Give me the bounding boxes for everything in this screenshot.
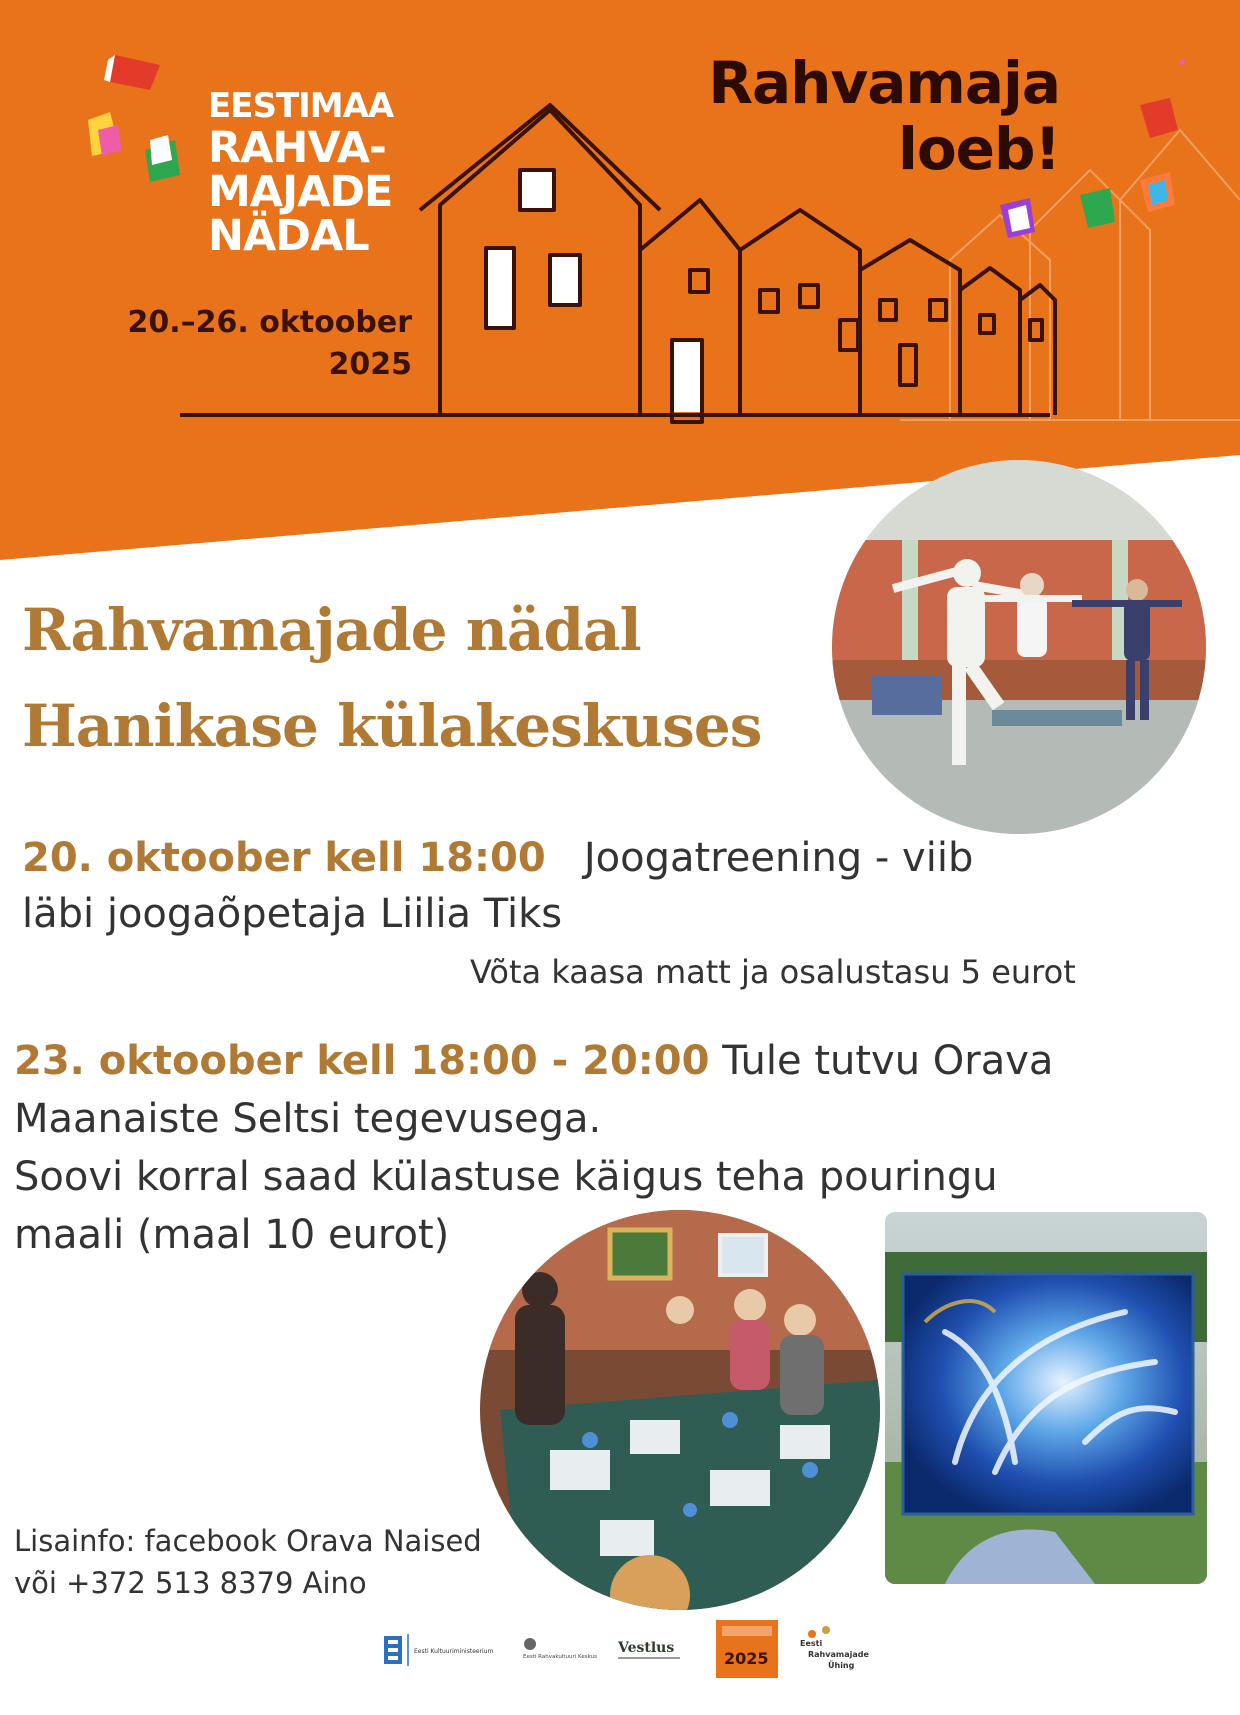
festival-title-line: MAJADE (208, 167, 393, 217)
festival-title-line: RAHVA- (208, 123, 386, 173)
contact-info (14, 1520, 482, 1604)
festival-dates (92, 302, 412, 386)
association-logo-line: Ühing (828, 1661, 855, 1670)
event-painting-line3: Soovi korral saad külastuse käigus teha pouringu (14, 1154, 998, 1200)
page-title-line: Rahvamajade nädal (22, 596, 641, 664)
page-title (22, 582, 761, 774)
vestlus-logo-text: Vestlus (618, 1640, 675, 1656)
event-painting-intro: Tule tutvu Orava (722, 1038, 1054, 1084)
contact-phone: või +372 513 8379 Aino (14, 1566, 367, 1600)
festival-dates-range: 20.–26. oktoober (127, 305, 412, 340)
event-yoga-line2: läbi joogaõpetaja Liilia Tiks (22, 891, 563, 937)
slogan-line: loeb! (897, 115, 1060, 183)
vestlus-logo (617, 1640, 680, 1658)
event-yoga-line1 (22, 830, 973, 886)
yoga-photo (832, 460, 1206, 834)
association-logo-line: Eesti (800, 1639, 823, 1648)
event-painting-line2: Maanaiste Seltsi tegevusega. (14, 1096, 602, 1142)
sponsor-logos-graphic (380, 1612, 920, 1682)
ministry-logo-text: Eesti Kultuuriministeerium (414, 1648, 494, 1655)
contact-facebook: Lisainfo: facebook Orava Naised (14, 1524, 482, 1558)
sponsor-logos (380, 1612, 920, 1682)
painting-workshop-photo (480, 1210, 880, 1610)
event-yoga (22, 830, 973, 942)
event-yoga-note: Võta kaasa matt ja osalustasu 5 eurot (470, 953, 1076, 991)
association-logo (800, 1626, 869, 1670)
event-yoga-description: Joogatreening - viib (583, 835, 974, 881)
festival-2025-logo-text: 2025 (724, 1649, 769, 1668)
event-yoga-date: 20. oktoober kell 18:00 (22, 835, 546, 881)
slogan-line: Rahvamaja (708, 49, 1060, 117)
festival-2025-logo (716, 1620, 778, 1678)
folk-culture-centre-logo-text: Eesti Rahvakultuuri Keskus (523, 1654, 597, 1660)
pour-painting-photo (885, 1212, 1207, 1584)
festival-title-line: EESTIMAA (208, 86, 394, 126)
association-logo-line: Rahvamajade (808, 1650, 869, 1659)
page-title-line: Hanikase külakeskuses (22, 692, 762, 760)
folk-culture-centre-logo (523, 1638, 597, 1660)
ministry-logo (384, 1634, 494, 1666)
festival-title (208, 86, 394, 261)
event-painting-date: 23. oktoober kell 18:00 - 20:00 (14, 1038, 710, 1084)
event-painting-line1 (14, 1032, 1053, 1090)
festival-dates-year: 2025 (328, 347, 412, 382)
festival-title-line: NÄDAL (208, 211, 369, 261)
slogan (660, 50, 1060, 182)
event-painting-line4: maali (maal 10 eurot) (14, 1212, 450, 1258)
